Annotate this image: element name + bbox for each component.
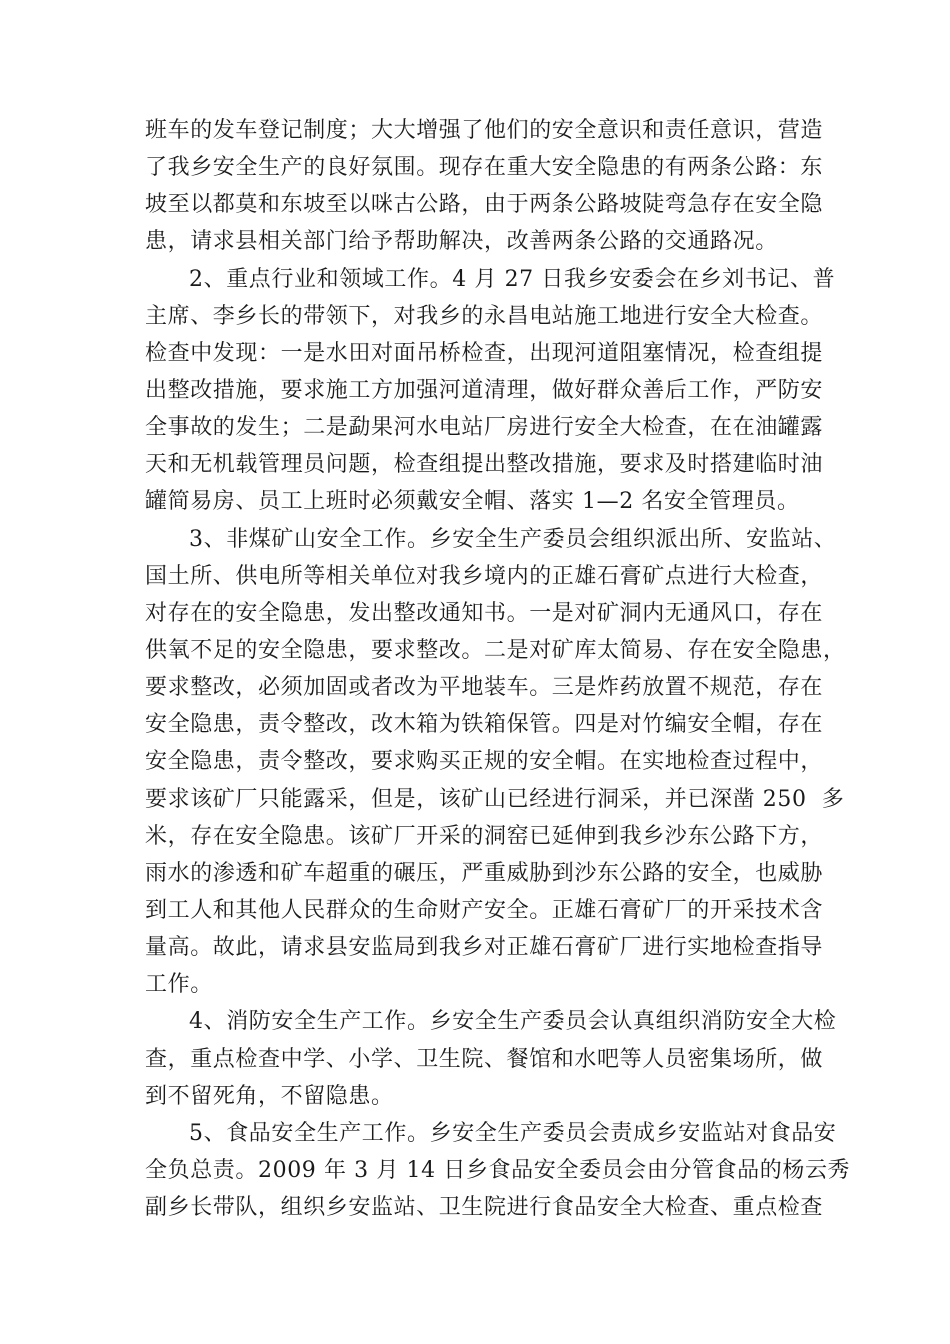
text-line: 班车的发车登记制度；大大增强了他们的安全意识和责任意识，营造 — [145, 118, 824, 143]
text-line: 米，存在安全隐患。该矿厂开采的洞窑已延伸到我乡沙东公路下方， — [145, 824, 824, 849]
text-line: 到不留死角，不留隐患。 — [145, 1084, 394, 1109]
text-line: 全负总责。2009 年 3 月 14 日乡食品安全委员会由分管食品的杨云秀 — [145, 1158, 851, 1183]
text-line: 要求整改，必须加固或者改为平地装车。三是炸药放置不规范，存在 — [145, 675, 824, 700]
text-line: 全事故的发生；二是勐果河水电站厂房进行安全大检查，在在油罐露 — [145, 415, 824, 440]
text-line: 患，请求县相关部门给予帮助解决，改善两条公路的交通路况。 — [145, 229, 778, 254]
text-line: 了我乡安全生产的良好氛围。现存在重大安全隐患的有两条公路：东 — [145, 155, 824, 180]
text-line: 雨水的渗透和矿车超重的碾压，严重威胁到沙东公路的安全，也威胁 — [145, 861, 824, 886]
text-line: 查，重点检查中学、小学、卫生院、餐馆和水吧等人员密集场所，做 — [145, 1047, 824, 1072]
text-line: 工作。 — [145, 972, 213, 997]
text-line: 对存在的安全隐患，发出整改通知书。一是对矿洞内无通风口，存在 — [145, 601, 824, 626]
text-line: 坡至以都莫和东坡至以咪古公路，由于两条公路坡陡弯急存在安全隐 — [145, 192, 824, 217]
text-line: 3、非煤矿山安全工作。乡安全生产委员会组织派出所、安监站、 — [189, 527, 837, 552]
text-line: 主席、李乡长的带领下，对我乡的永昌电站施工地进行安全大检查。 — [145, 304, 824, 329]
text-line: 供氧不足的安全隐患，要求整改。二是对矿库太简易、存在安全隐患， — [145, 638, 846, 663]
text-line: 到工人和其他人民群众的生命财产安全。正雄石膏矿厂的开采技术含 — [145, 898, 824, 923]
text-line: 2、重点行业和领域工作。4 月 27 日我乡安委会在乡刘书记、普 — [189, 267, 836, 292]
text-line: 国土所、供电所等相关单位对我乡境内的正雄石膏矿点进行大检查， — [145, 564, 824, 589]
text-line: 量高。故此，请求县安监局到我乡对正雄石膏矿厂进行实地检查指导 — [145, 935, 824, 960]
text-line: 安全隐患，责令整改，要求购买正规的安全帽。在实地检查过程中， — [145, 749, 824, 774]
text-line: 天和无机载管理员问题，检查组提出整改措施，要求及时搭建临时油 — [145, 452, 824, 477]
text-line: 4、消防安全生产工作。乡安全生产委员会认真组织消防安全大检 — [189, 1009, 837, 1034]
text-line: 出整改措施，要求施工方加强河道清理，做好群众善后工作，严防安 — [145, 378, 824, 403]
text-line: 罐简易房、员工上班时必须戴安全帽、落实 1—2 名安全管理员。 — [145, 489, 800, 514]
text-line: 安全隐患，责令整改，改木箱为铁箱保管。四是对竹编安全帽，存在 — [145, 712, 824, 737]
text-line: 5、食品安全生产工作。乡安全生产委员会责成乡安监站对食品安 — [189, 1121, 837, 1146]
text-line: 副乡长带队，组织乡安监站、卫生院进行食品安全大检查、重点检查 — [145, 1195, 824, 1220]
text-line: 检查中发现：一是水田对面吊桥检查，出现河道阻塞情况，检查组提 — [145, 341, 824, 366]
text-line: 要求该矿厂只能露采，但是，该矿山已经进行洞采，并已深凿 250 多 — [145, 787, 845, 812]
